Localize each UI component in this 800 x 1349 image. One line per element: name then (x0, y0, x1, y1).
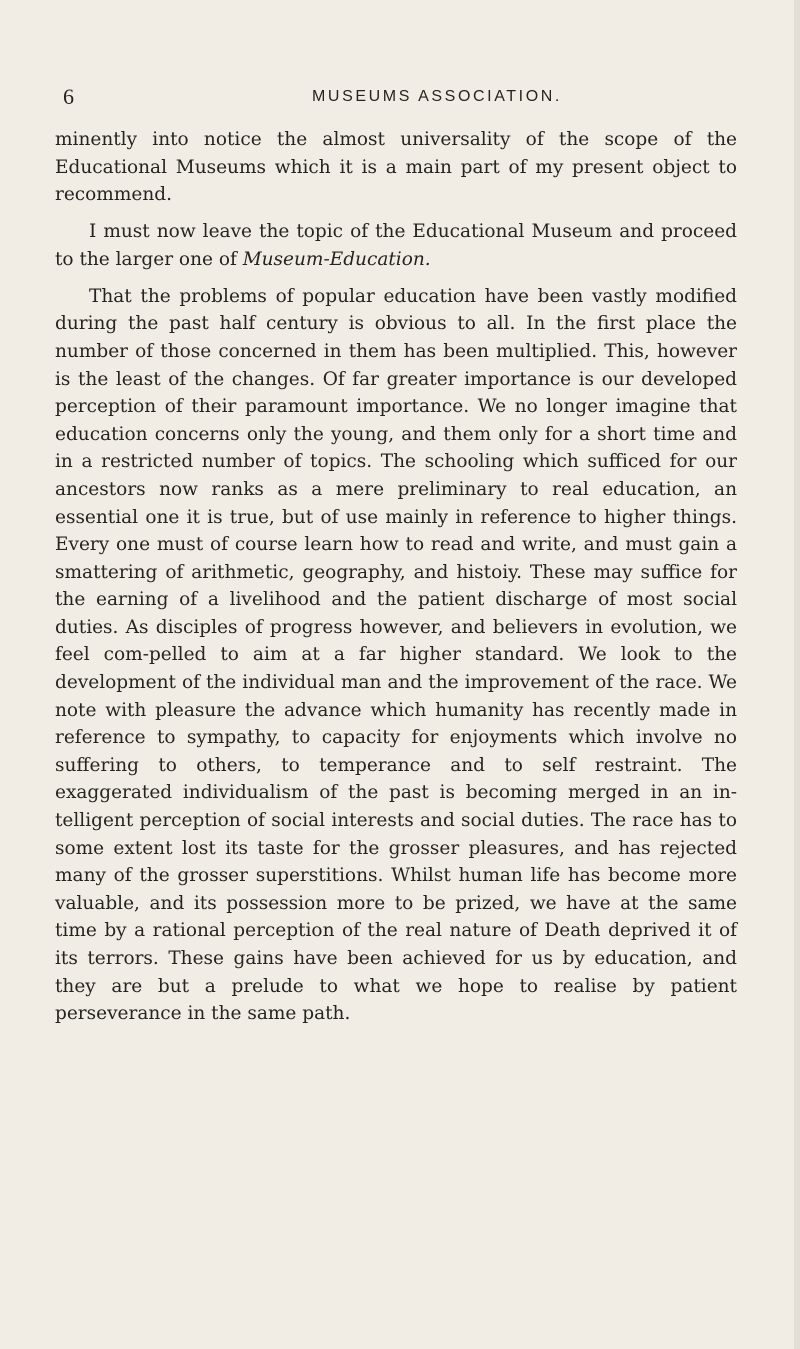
paragraph-2-italic-term: Museum-Education. (242, 248, 431, 270)
paragraph-2-text: I must now leave the topic of the Educational Museum and proceed to the larger one of (55, 221, 737, 270)
running-head: MUSEUMS ASSOCIATION. (312, 88, 562, 105)
page-edge-shadow (794, 0, 800, 1349)
page-header (63, 84, 743, 110)
page-number: 6 (63, 84, 74, 109)
paragraph-museum-education (55, 218, 737, 273)
body-text (55, 126, 737, 1028)
paragraph-continuation (55, 126, 737, 209)
paragraph-1-text: minently into notice the almost universality of the scope of the Educational Museums which it is a main part of my present object to recommend. (55, 129, 737, 206)
paragraph-3-text: That the problems of popular education have been vastly modified during the past half century is obvious to all. In the first place the number of those concerned in them has been multiplied. This, however is the least of the changes. Of far greater importance is our developed perception of their paramount importance. We no longer imagine that education concerns only the young, and them only for a short time and in a restricted number of topics. The schooling which sufficed for our ancestors now ranks as a mere preliminary to real education, an essential one it is true, but of use mainly in reference to higher things. Every one must of course learn how to read and write, and must gain a smattering of arithmetic, geography, and histoiy. These may suffice for the earning of a livelihood and the patient discharge of most social duties. As disciples of progress however, and believers in evolution, we feel com-pelled to aim at a far higher standard. We look to the development of the individual man and the improvement of the race. We note with pleasure the advance which humanity has recently made in reference to sympathy, to capacity for enjoyments which involve no suffering to others, to temperance and to self restraint. The exaggerated individualism of the past is becoming merged in an in-telligent perception of social interests and social duties. The race has to some extent lost its taste for the grosser pleasures, and has rejected many of the grosser superstitions. Whilst human life has become more valuable, and its possession more to be prized, we have at the same time by a rational perception of the real nature of Death deprived it of its terrors. These gains have been achieved for us by education, and they are but a prelude to what we hope to realise by patient perseverance in the same path. (55, 285, 737, 1025)
paragraph-popular-education (55, 283, 737, 1028)
